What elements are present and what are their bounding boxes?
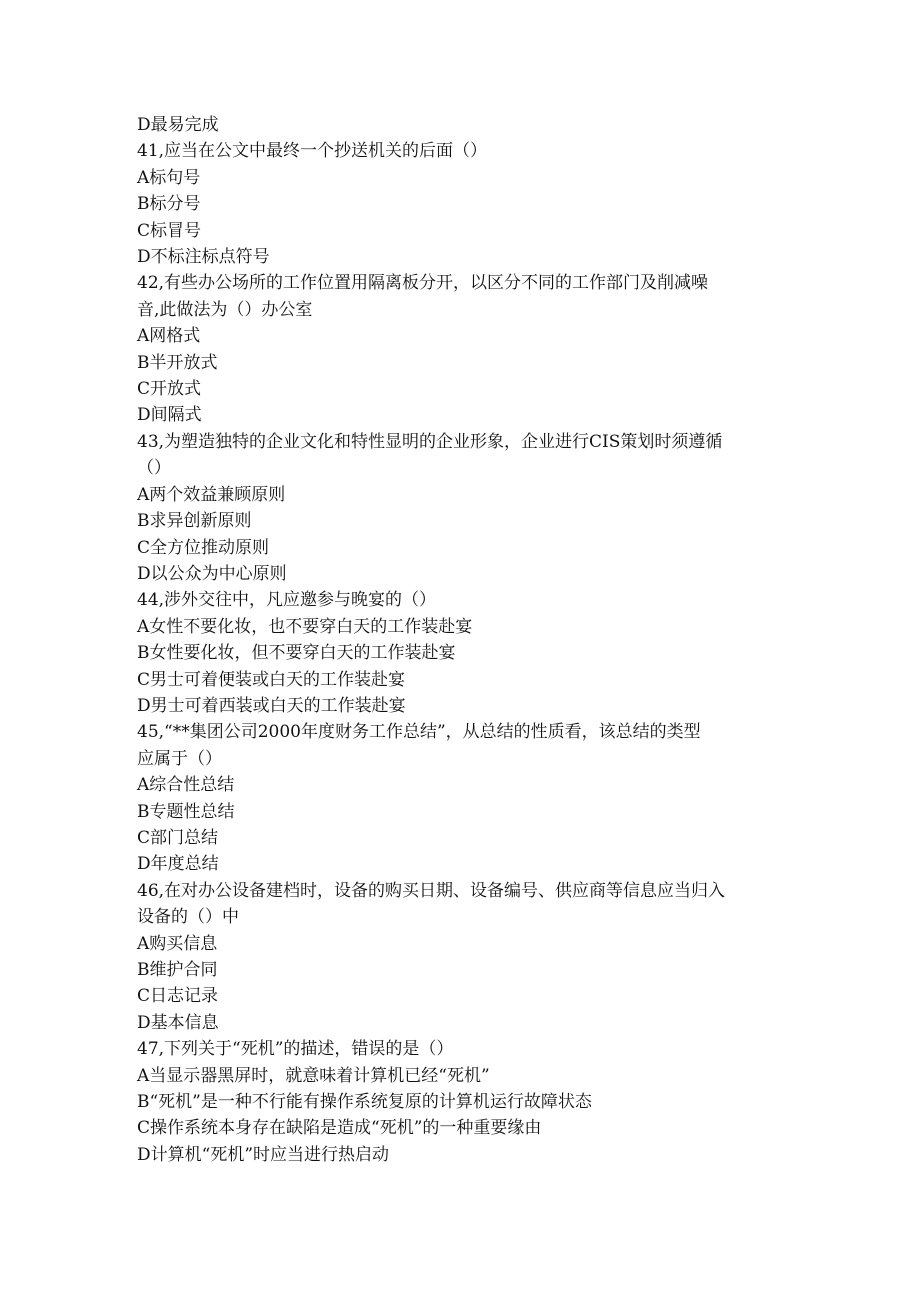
- answer-option-line: C日志记录: [137, 986, 219, 1007]
- answer-option-line: D计算机“死机”时应当进行热启动: [137, 1144, 390, 1165]
- answer-option-line: C操作系统本身存在缺陷是造成“死机”的一种重要缘由: [137, 1118, 542, 1139]
- answer-option-line: C标冒号: [137, 220, 202, 241]
- answer-option-line: D年度总结: [137, 854, 219, 875]
- answer-option-line: D基本信息: [137, 1012, 219, 1033]
- question-text-line: 45,“**集团公司2000年度财务工作总结”，从总结的性质看，该总结的类型: [137, 722, 701, 743]
- answer-option-line: B求异创新原则: [137, 511, 252, 532]
- answer-option-line: B“死机”是一种不行能有操作系统复原的计算机运行故障状态: [137, 1092, 592, 1113]
- question-text-line: 47,下列关于“死机”的描述，错误的是（）: [137, 1039, 454, 1060]
- document-page: [137, 112, 787, 1168]
- question-text-line: 43,为塑造独特的企业文化和特性显明的企业形象，企业进行CIS策划时须遵循: [137, 431, 723, 452]
- question-text-line: 42,有些办公场所的工作位置用隔离板分开，以区分不同的工作部门及削减噪: [137, 273, 709, 294]
- answer-option-line: A标句号: [137, 167, 201, 188]
- question-text-line: 音,此做法为（）办公室: [137, 299, 313, 320]
- answer-option-line: B标分号: [137, 194, 201, 215]
- question-text-line: 44,涉外交往中，凡应邀参与晚宴的（）: [137, 590, 437, 611]
- answer-option-line: D男士可着西装或白天的工作装赴宴: [137, 695, 406, 716]
- answer-option-line: A网格式: [137, 326, 201, 347]
- question-text-line: 应属于（）: [137, 748, 222, 769]
- question-text-line: 46,在对办公设备建档时，设备的购买日期、设备编号、供应商等信息应当归入: [137, 880, 726, 901]
- answer-option-line: B专题性总结: [137, 801, 235, 822]
- answer-option-line: C男士可着便装或白天的工作装赴宴: [137, 669, 406, 690]
- answer-option-line: B半开放式: [137, 352, 218, 373]
- answer-option-line: A购买信息: [137, 933, 218, 954]
- answer-option-line: B女性要化妆，但不要穿白天的工作装赴宴: [137, 643, 456, 664]
- answer-option-line: D以公众为中心原则: [137, 563, 287, 584]
- question-text-line: 设备的（）中: [137, 907, 239, 928]
- answer-option-line: C部门总结: [137, 827, 219, 848]
- answer-option-line: B维护合同: [137, 960, 218, 980]
- answer-option-line: D不标注标点符号: [137, 247, 270, 268]
- answer-option-line: D最易完成: [137, 115, 219, 135]
- answer-option-line: A两个效益兼顾原则: [137, 484, 286, 505]
- answer-option-line: A综合性总结: [137, 775, 235, 796]
- answer-option-line: A女性不要化妆，也不要穿白天的工作装赴宴: [137, 616, 473, 637]
- question-text-line: （）: [137, 458, 171, 479]
- question-text-line: 41,应当在公文中最终一个抄送机关的后面（）: [137, 141, 488, 162]
- answer-option-line: A当显示器黑屏时，就意味着计算机已经“死机”: [137, 1065, 490, 1086]
- answer-option-line: C开放式: [137, 379, 202, 400]
- answer-option-line: C全方位推动原则: [137, 537, 270, 558]
- answer-option-line: D间隔式: [137, 405, 202, 426]
